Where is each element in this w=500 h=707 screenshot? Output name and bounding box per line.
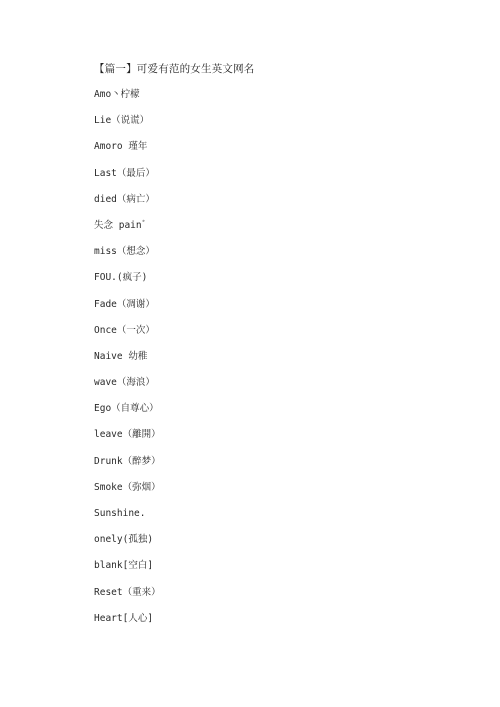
list-item: Heart[人心] — [94, 612, 154, 624]
name-list — [94, 82, 424, 632]
list-item: Naive 幼稚 — [94, 350, 148, 362]
list-item: Amo丶柠檬 — [94, 89, 140, 100]
list-item: Fade（凋谢） — [94, 298, 155, 310]
list-item: blank[空白] — [94, 560, 154, 572]
list-item: Ego（自尊心） — [94, 403, 159, 415]
list-item: Amoro 瑾年 — [94, 141, 148, 153]
list-item: Lie（说谎） — [94, 115, 150, 127]
section-heading: 【篇一】可爱有范的女生英文网名 — [94, 63, 255, 75]
list-item: Once（一次） — [94, 324, 155, 336]
list-item: 失念 pain゛ — [94, 219, 152, 231]
list-item: Reset（重来） — [94, 586, 161, 598]
list-item: miss（想念） — [94, 246, 155, 258]
list-item: Last（最后） — [94, 167, 155, 179]
document-content — [94, 56, 424, 632]
list-item: Smoke（弥烟） — [94, 481, 161, 493]
list-item: Sunshine. — [94, 508, 146, 519]
list-item: wave（海浪） — [94, 377, 155, 389]
list-item: onely(孤独) — [94, 534, 154, 546]
list-item: Drunk（醉梦） — [94, 455, 161, 467]
list-item: leave（離開） — [94, 429, 161, 441]
list-item: died（病亡） — [94, 193, 155, 205]
list-item: FOU.(疯子) — [94, 272, 148, 284]
